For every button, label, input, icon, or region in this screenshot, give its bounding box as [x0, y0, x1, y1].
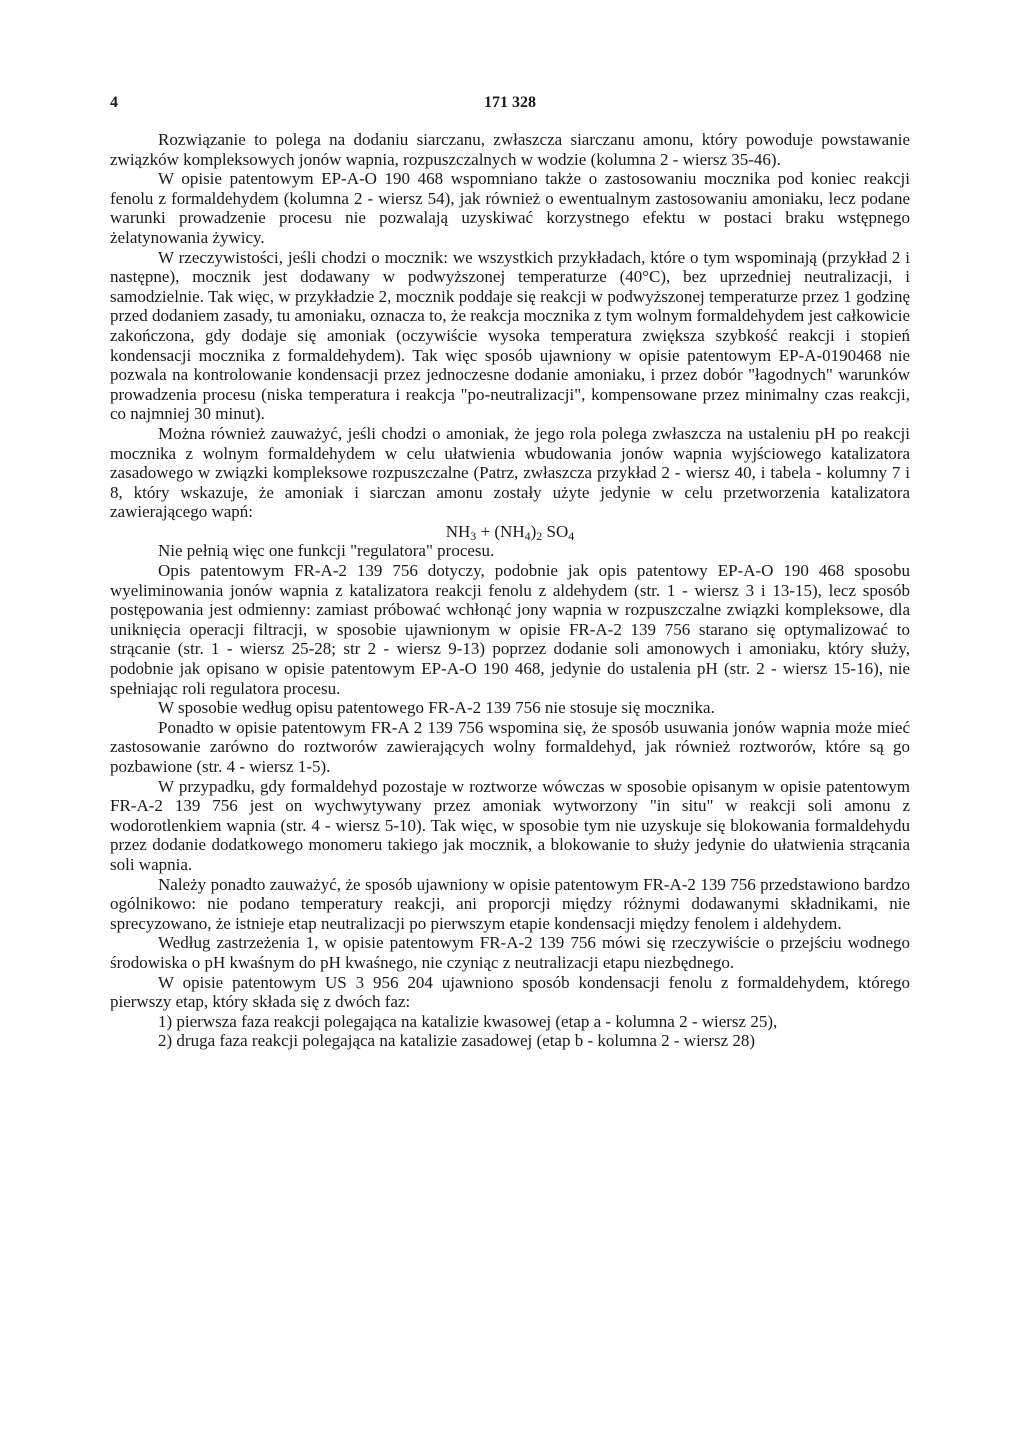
- formula-subscript: 3: [470, 528, 477, 543]
- page-number: 4: [110, 94, 118, 111]
- formula-subscript: 2: [536, 528, 543, 543]
- formula-part: NH: [445, 521, 471, 541]
- paragraph-11: Według zastrzeżenia 1, w opisie patentowym FR-A-2 139 756 mówi się rzeczywiście o przejściu wodnego środowiska o pH kwaśnym do pH kwaśnego, nie czyniąc z neutralizacji etapu niezbędnego.: [110, 933, 910, 972]
- paragraph-5: Nie pełnią więc one funkcji "regulatora" procesu.: [158, 541, 495, 561]
- formula-part: ): [530, 521, 537, 541]
- list-item-1: 1) pierwsza faza reakcji polegająca na katalizie kwasowej (etap a - kolumna 2 - wiersz 25),: [158, 1011, 778, 1031]
- paragraph-6: Opis patentowym FR-A-2 139 756 dotyczy, podobnie jak opis patentowy EP-A-O 190 468 sposobu wyeliminowania jonów wapnia z katalizatora reakcji fenolu z aldehydem (str. 1 - wiersz 3 i 13-15), lecz sposób postępowania jest odmienny: zamiast próbować wchłonąć jony wapnia w rozpuszczalne związki kompleksowe, dla uniknięcia operacji filtracji, w sposobie ujawnionym w opisie FR-A-2 139 756 starano się optymalizować to strącanie (str. 1 - wiersz 25-28; str 2 - wiersz 9-13) poprzez dodanie soli amonowych i amoniaku, który służy, podobnie jak opisano w opisie patentowym EP-A-O 190 468, jedynie do ustalenia pH (str. 2 - wiersz 15-16), nie spełniając roli regulatora procesu.: [110, 561, 910, 698]
- formula-part: + (NH: [476, 521, 525, 541]
- paragraph-3: W rzeczywistości, jeśli chodzi o mocznik: we wszystkich przykładach, które o tym wspominają (przykład 2 i następne), mocznik jest dodawany w podwyższonej temperaturze (40°C), bez uprzedniej neutralizacji, i samodzielnie. Tak więc, w przykładzie 2, mocznik poddaje się reakcji w podwyższonej temperaturze przez 1 godzinę przed dodaniem zasady, tu amoniaku, oznacza to, że reakcja mocznika z tym wolnym formaldehydem jest całkowicie zakończona, gdy dodaje się amoniak (oczywiście wysoka temperatura zwiększa szybkość reakcji i stopień kondensacji mocznika z formaldehydem). Tak więc sposób ujawniony w opisie patentowym EP-A-0190468 nie pozwala na kontrolowanie kondensacji przez jednoczesne dodanie amoniaku, i przez dobór "łagodnych" warunków prowadzenia procesu (niska temperatura i reakcja "po-neutralizacji", kompensowane przez minimalny czas reakcji, co najmniej 30 minut).: [110, 247, 910, 424]
- paragraph-4: Można również zauważyć, jeśli chodzi o amoniak, że jego rola polega zwłaszcza na ustaleniu pH po reakcji mocznika z wolnym formaldehydem w celu ułatwienia wbudowania jonów wapnia wyjściowego katalizatora zasadowego w związki kompleksowe rozpuszczalne (Patrz, zwłaszcza przykład 2 - wiersz 40, i tabela - kolumny 7 i 8, który wskazuje, że amoniak i siarczan amonu zostały użyte jedynie w celu przetworzenia katalizatora zawierającego wapń:: [110, 423, 910, 522]
- paragraph-7: W sposobie według opisu patentowego FR-A-2 139 756 nie stosuje się mocznika.: [158, 698, 715, 718]
- patent-number: 171 328: [484, 94, 536, 111]
- paragraph-8: Ponadto w opisie patentowym FR-A 2 139 756 wspomina się, że sposób usuwania jonów wapnia może mieć zastosowanie zarówno do roztworów zawierających wolny formaldehyd, jak również roztworów, które są go pozbawione (str. 4 - wiersz 1-5).: [110, 717, 910, 776]
- list-item-2: 2) druga faza reakcji polegająca na katalizie zasadowej (etap b - kolumna 2 - wiersz 28): [158, 1031, 756, 1051]
- paragraph-10: Należy ponadto zauważyć, że sposób ujawniony w opisie patentowym FR-A-2 139 756 przedstawiono bardzo ogólnikowo: nie podano temperatury reakcji, ani proporcji między różnymi dodawanymi składnikami, nie sprecyzowano, że istnieje etap neutralizacji po pierwszym etapie kondensacji między fenolem i aldehydem.: [110, 874, 910, 933]
- paragraph-9: W przypadku, gdy formaldehyd pozostaje w roztworze wówczas w sposobie opisanym w opisie patentowym FR-A-2 139 756 jest on wychwytywany przez amoniak wytworzony "in situ" w reakcji soli amonu z wodorotlenkiem wapnia (str. 4 - wiersz 5-10). Tak więc, w sposobie tym nie uzyskuje się blokowania formaldehydu przez dodanie dodatkowego monomeru takiego jak mocznik, a blokowanie to służy jedynie do ułatwienia strącania soli wapnia.: [110, 776, 910, 874]
- paragraph-2: W opisie patentowym EP-A-O 190 468 wspomniano także o zastosowaniu mocznika pod koniec reakcji fenolu z formaldehydem (kolumna 2 - wiersz 54), jak również o ewentualnym zastosowaniu amoniaku, lecz podane warunki prowadzenie procesu nie pozwalają uzyskiwać korzystnego efektu w postaci braku wstępnego żelatynowania żywicy.: [110, 169, 910, 247]
- chemical-formula: [110, 522, 910, 542]
- paragraph-12: W opisie patentowym US 3 956 204 ujawniono sposób kondensacji fenolu z formaldehydem, którego pierwszy etap, który składa się z dwóch faz:: [110, 972, 910, 1012]
- formula-subscript: 4: [524, 528, 531, 543]
- formula-subscript: 4: [568, 528, 575, 543]
- body-text: [110, 130, 910, 1051]
- page-header: [110, 94, 910, 118]
- paragraph-1: Rozwiązanie to polega na dodaniu siarczanu, zwłaszcza siarczanu amonu, który powoduje powstawanie związków kompleksowych jonów wapnia, rozpuszczalnych w wodzie (kolumna 2 - wiersz 35-46).: [110, 130, 910, 169]
- formula-part: SO: [542, 521, 569, 541]
